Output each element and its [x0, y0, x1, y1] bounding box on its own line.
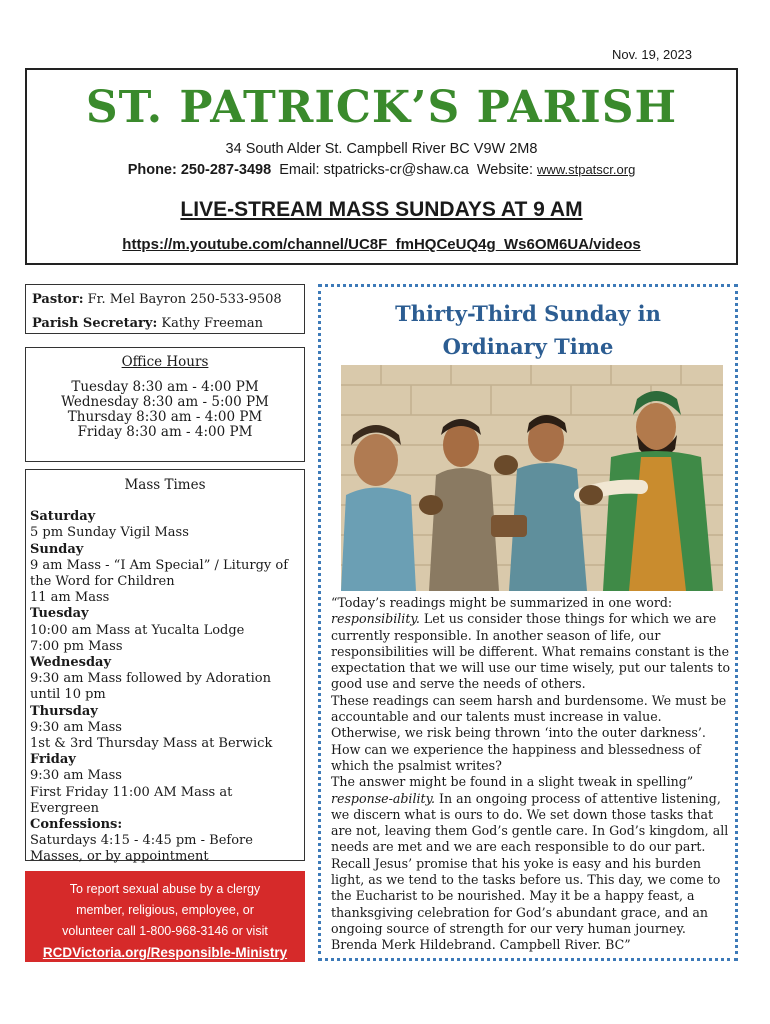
day-heading: Friday [30, 752, 76, 768]
reflection-attribution: Brenda Merk Hildebrand. Campbell River. BC” [331, 937, 631, 953]
office-hours-list [26, 380, 304, 440]
mass-entry: 9:30 am Mass [30, 768, 122, 784]
staff-box [25, 284, 305, 334]
day-heading: Sunday [30, 541, 84, 557]
parish-contact [27, 162, 736, 178]
day-heading: Thursday [30, 703, 98, 719]
mass-entry: Saturdays 4:15 - 4:45 pm - Before Masses, or by appointment [30, 833, 253, 865]
parish-header [25, 68, 738, 265]
abuse-text-line: member, religious, employee, or [76, 903, 254, 917]
mass-entry: First Friday 11:00 AM Mass at Evergreen [30, 784, 233, 816]
reflection-text [331, 595, 735, 954]
mass-times-heading: Mass Times [124, 477, 206, 493]
confessions-heading: Confessions: [30, 817, 123, 833]
mass-entry: 9:30 am Mass followed by Adoration until 10 pm [30, 671, 272, 703]
mass-entry: 9 am Mass - “I Am Special” / Liturgy of the Word for Children [30, 557, 289, 590]
reflection-text-run: “Today’s readings might be summarized in one word: [331, 595, 673, 610]
pastor-name: Fr. Mel Bayron 250-533-9508 [87, 292, 282, 307]
reflection-text-run: In an ongoing process of attentive listening, we discern what is ours to do. We set down those tasks that are not, leaving them God’s gentle care. In God’s kingdom, all needs are met and we are each responsible to do our part. Recall Jesus’ promise that his yoke is easy and his burden light, as we tend to the tasks before us. This day, we come to the Eucharist to be nourished. May it be a happy feast, a thanksgiving celebration for God’s abundant grace, and an ongoing source of strength for our very human journey. [331, 790, 729, 936]
reflection-text-run: Let us consider those things for which we are currently responsible. In another season of life, our responsibilities will be different. What remains constant is the expectation that we will use our time wisely, put our talents to good use and serve the needs of others. [331, 611, 731, 692]
office-hours-heading: Office Hours [121, 354, 209, 370]
office-hours-line: Tuesday 8:30 am - 4:00 PM [71, 379, 259, 395]
office-hours-box [25, 347, 305, 462]
day-heading: Saturday [30, 509, 96, 525]
youtube-link[interactable]: https://m.youtube.com/channel/UC8F_fmHQCeUQ4g_Ws6OM6UA/videos [122, 236, 641, 253]
feature-title-line: Thirty-Third Sunday in [395, 301, 661, 326]
parish-address: 34 South Alder St. Campbell River BC V9W 2M8 [225, 141, 538, 157]
abuse-report-box [25, 871, 305, 962]
secretary-name: Kathy Freeman [161, 316, 264, 331]
livestream-heading: LIVE-STREAM MASS SUNDAYS AT 9 AM [180, 198, 583, 221]
mass-entry: 9:30 am Mass [30, 719, 122, 735]
parish-title: ST. PATRICK’S PARISH [85, 82, 678, 133]
parish-phone: Phone: 250-287-3498 [127, 162, 272, 178]
mass-entry: 1st & 3rd Thursday Mass at Berwick [30, 736, 273, 752]
reflection-emphasis: responsibility. [331, 611, 420, 627]
parish-website-link[interactable]: www.stpatscr.org [537, 162, 636, 177]
feature-title [321, 297, 735, 363]
reflection-paragraph [331, 595, 735, 693]
pastor-label: Pastor: [32, 292, 84, 307]
office-hours-line: Thursday 8:30 am - 4:00 PM [67, 409, 263, 425]
abuse-text-line: volunteer call 1-800-968-3146 or visit [62, 924, 268, 938]
gospel-illustration [341, 365, 723, 591]
parable-of-talents-illustration [341, 365, 723, 591]
reflection-paragraph [331, 774, 735, 937]
reflection-text-run: The answer might be found in a slight tweak in spelling” [331, 774, 694, 790]
reflection-emphasis: response-ability. [331, 790, 436, 806]
day-heading: Wednesday [30, 655, 112, 671]
bulletin-date: Nov. 19, 2023 [612, 47, 692, 62]
website-label: Website: [476, 162, 534, 178]
mass-times-box [25, 469, 305, 865]
mass-entry: 10:00 am Mass at Yucalta Lodge [30, 622, 245, 638]
mass-entry: 7:00 pm Mass [30, 638, 123, 654]
pastor-line [32, 288, 298, 312]
parish-email[interactable]: Email: stpatricks-cr@shaw.ca [279, 162, 469, 178]
secretary-label: Parish Secretary: [32, 316, 158, 331]
secretary-line [32, 312, 298, 336]
abuse-text-line: To report sexual abuse by a clergy [69, 882, 261, 896]
office-hours-line: Friday 8:30 am - 4:00 PM [77, 424, 253, 440]
feature-title-line: Ordinary Time [442, 334, 614, 359]
mass-entry: 5 pm Sunday Vigil Mass [30, 525, 189, 541]
responsible-ministry-link[interactable]: RCDVictoria.org/Responsible-Ministry [42, 945, 288, 960]
feature-panel [318, 284, 738, 961]
office-hours-line: Wednesday 8:30 am - 5:00 PM [61, 394, 269, 410]
mass-entry: 11 am Mass [30, 590, 110, 606]
reflection-paragraph: These readings can seem harsh and burdensome. We must be accountable and our talents must increase in value. Otherwise, we risk being thrown ‘into the outer darkness’. How can we experience the happiness and blessedness of which the psalmist writes? [331, 692, 727, 773]
day-heading: Tuesday [30, 606, 89, 622]
